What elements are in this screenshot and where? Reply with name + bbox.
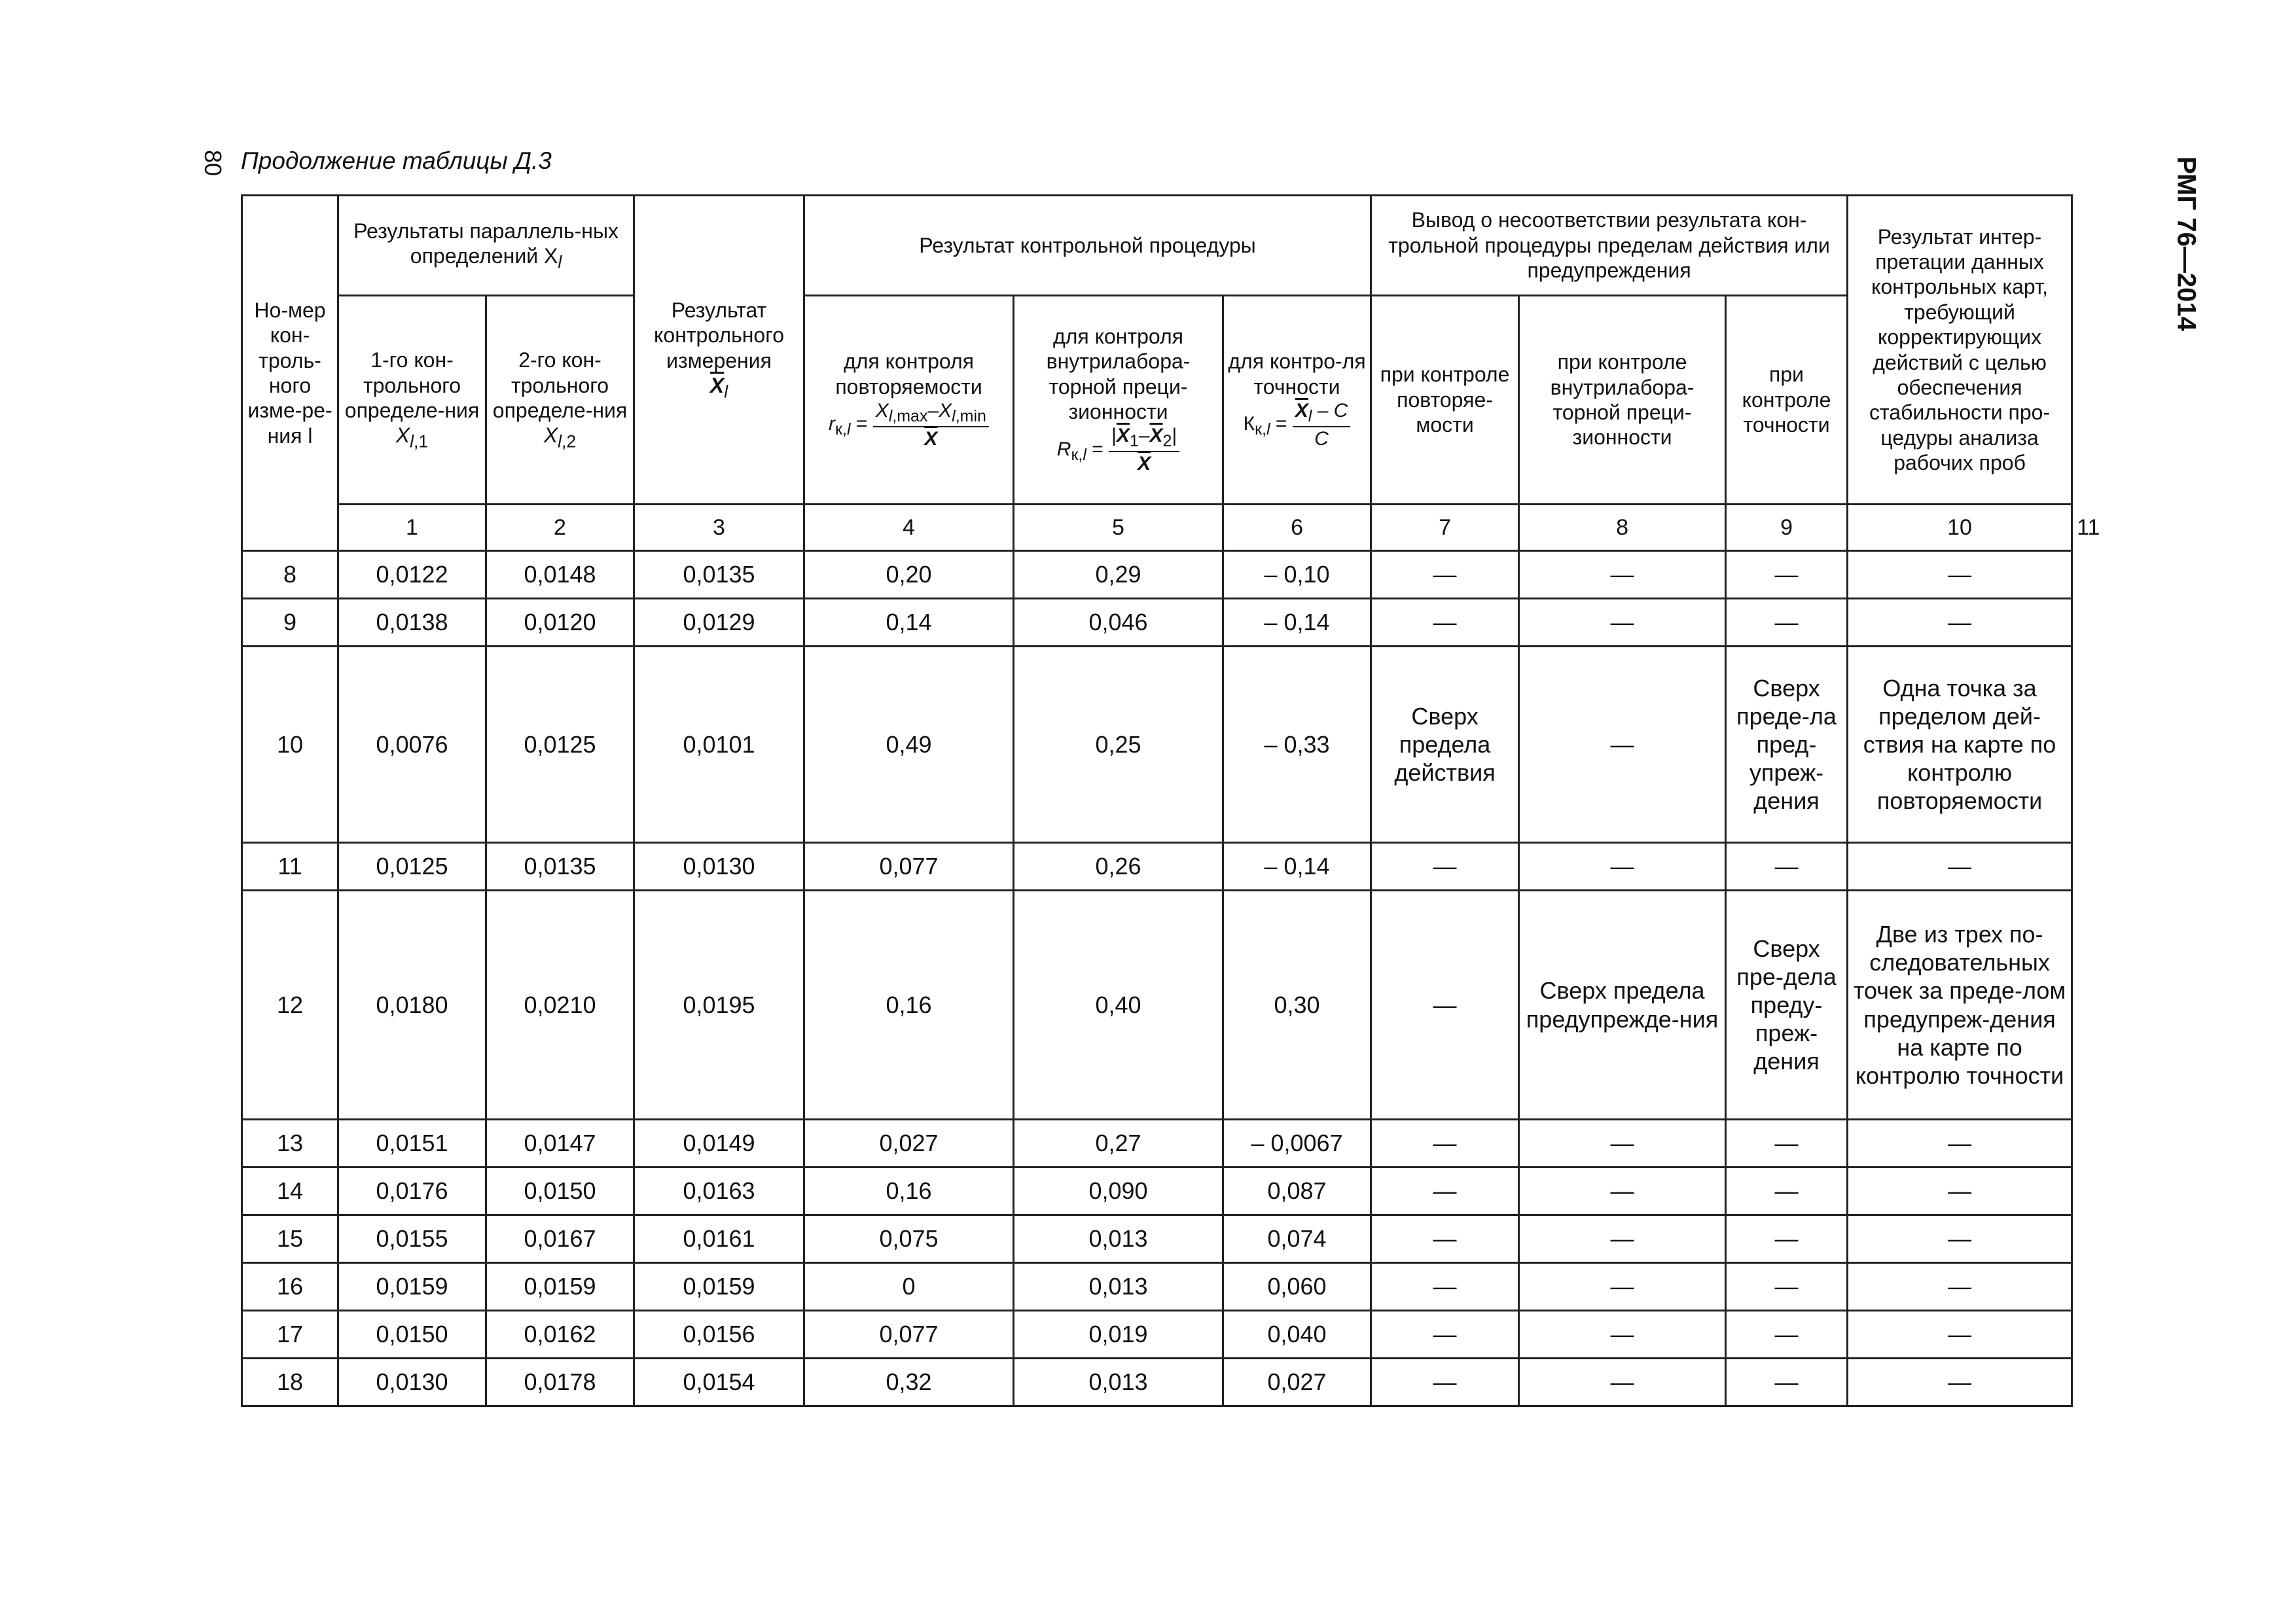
table-cell: — <box>1726 1120 1848 1168</box>
table-cell: 18 <box>242 1359 338 1406</box>
header-conclusion-precision: при контроле внутрилабора-торной преци-зионности <box>1519 296 1726 505</box>
table-cell: 0,0150 <box>338 1311 486 1359</box>
table-cell: 0,0122 <box>338 551 486 599</box>
table-cell: 0,075 <box>804 1215 1014 1263</box>
table-cell: 0,49 <box>804 647 1014 843</box>
table-cell: — <box>1371 599 1519 647</box>
table-cell: – 0,33 <box>1223 647 1371 843</box>
table-caption: Продолжение таблицы Д.3 <box>241 147 552 174</box>
page-number: 80 <box>200 149 226 177</box>
table-row <box>242 599 2072 647</box>
table-cell: – 0,10 <box>1223 551 1371 599</box>
table-cell: — <box>1519 599 1726 647</box>
table-cell: 0,29 <box>1014 551 1223 599</box>
table-cell: — <box>1726 1263 1848 1311</box>
table-cell: 17 <box>242 1311 338 1359</box>
table-cell: Две из трех по-следовательных точек за преде-лом предупреж-дения на карте по контролю точности <box>1848 891 2072 1120</box>
table-cell: 0,0178 <box>486 1359 634 1406</box>
column-number: 8 <box>1519 505 1726 551</box>
table-cell: 0,0130 <box>634 843 804 891</box>
table-cell: — <box>1371 1120 1519 1168</box>
table-cell: 14 <box>242 1168 338 1215</box>
table-cell: — <box>1726 1311 1848 1359</box>
header-parallel-results: Результаты параллель-ных определений $X_l$ <box>338 196 634 296</box>
table-row <box>242 891 2072 1120</box>
table-cell: — <box>1519 1311 1726 1359</box>
header-intralab-precision: для контроля внутрилабора-торной преци-зионности $R_{к,l}$ = $\frac{|\overline{X}_1-\overline{X}_2|}{X}$ <box>1014 296 1223 505</box>
table-cell: 0,0159 <box>338 1263 486 1311</box>
table-row <box>242 1263 2072 1311</box>
table-cell: — <box>1519 1263 1726 1311</box>
table-cell: 0,0150 <box>486 1168 634 1215</box>
table-cell: – 0,0067 <box>1223 1120 1371 1168</box>
header-interpretation: Результат интер-претации данных контрольных карт, требующий корректирующих действий с целью обеспечения стабильности про-цедуры анализа рабочих проб <box>1848 196 2072 505</box>
table-row <box>242 1311 2072 1359</box>
table-cell: 0,046 <box>1014 599 1223 647</box>
table-cell: 11 <box>242 843 338 891</box>
table-cell: — <box>1371 1168 1519 1215</box>
table-cell: 0,0159 <box>634 1263 804 1311</box>
table-cell: — <box>1519 1168 1726 1215</box>
table-cell: 0,0125 <box>486 647 634 843</box>
table-cell: 0,040 <box>1223 1311 1371 1359</box>
table-cell: Сверх предела действия <box>1371 647 1519 843</box>
table-cell: — <box>1726 1359 1848 1406</box>
header-first-determination: 1-го кон-трольного определе-ния $X_{l,1}$ <box>338 296 486 505</box>
table-cell: 0,0147 <box>486 1120 634 1168</box>
table-cell: — <box>1848 1359 2072 1406</box>
table-cell: — <box>1371 551 1519 599</box>
table-cell: 0,077 <box>804 843 1014 891</box>
repeatability-formula: $r_{к,l}$ = $\frac{X_{l,max}-X_{l,min}}{X}$ <box>829 413 989 435</box>
table-cell: — <box>1519 647 1726 843</box>
table-cell: Сверх преде-ла пред-упреж-дения <box>1726 647 1848 843</box>
column-number: 2 <box>486 505 634 551</box>
table-cell: 0,16 <box>804 1168 1014 1215</box>
table-cell: 0 <box>804 1263 1014 1311</box>
table-cell: 0,019 <box>1014 1311 1223 1359</box>
document-code: РМГ 76—2014 <box>2172 156 2201 331</box>
results-table <box>241 194 2100 1407</box>
table-cell: — <box>1848 599 2072 647</box>
table-row <box>242 1168 2072 1215</box>
table-cell: – 0,14 <box>1223 843 1371 891</box>
accuracy-formula: $К_{к,l}$ = $\frac{\overline{X}_l - C}{C}$ <box>1244 413 1351 435</box>
table-cell: 0,013 <box>1014 1359 1223 1406</box>
table-cell: 16 <box>242 1263 338 1311</box>
table-cell: — <box>1371 891 1519 1120</box>
column-number-row: 1 2 3 4 5 6 7 8 9 10 11 <box>242 505 2072 551</box>
table-cell: 0,0156 <box>634 1311 804 1359</box>
table-cell: — <box>1848 1263 2072 1311</box>
table-cell: 0,32 <box>804 1359 1014 1406</box>
table-cell: — <box>1371 1359 1519 1406</box>
header-conclusion-accuracy: при контроле точности <box>1726 296 1848 505</box>
table-cell: 0,30 <box>1223 891 1371 1120</box>
table-cell: — <box>1726 1215 1848 1263</box>
table-cell: — <box>1371 843 1519 891</box>
table-row <box>242 1359 2072 1406</box>
table-cell: 0,0163 <box>634 1168 804 1215</box>
table-cell: — <box>1726 1168 1848 1215</box>
table-cell: 9 <box>242 599 338 647</box>
table-cell: 0,14 <box>804 599 1014 647</box>
table-cell: 0,0180 <box>338 891 486 1120</box>
header-conclusion: Вывод о несоответствии результата кон-трольной процедуры пределам действия или предупреждения <box>1371 196 1848 296</box>
table-row <box>242 647 2072 843</box>
table-cell: 0,40 <box>1014 891 1223 1120</box>
table-cell: — <box>1726 551 1848 599</box>
header-conclusion-repeatability: при контроле повторяе-мости <box>1371 296 1519 505</box>
table-cell: 0,027 <box>1223 1359 1371 1406</box>
column-number: 6 <box>1223 505 1371 551</box>
table-row <box>242 843 2072 891</box>
column-number: 7 <box>1371 505 1519 551</box>
table-cell: 0,0135 <box>486 843 634 891</box>
table-cell: 0,25 <box>1014 647 1223 843</box>
table-cell: 0,0151 <box>338 1120 486 1168</box>
table-cell: — <box>1371 1215 1519 1263</box>
table-cell: 0,087 <box>1223 1168 1371 1215</box>
header-control-measurement: Результат контрольного измерения $\overline{X}_l$ <box>634 196 804 505</box>
table-cell: 0,0138 <box>338 599 486 647</box>
table-cell: 0,013 <box>1014 1263 1223 1311</box>
table-cell: 15 <box>242 1215 338 1263</box>
table-cell: 0,27 <box>1014 1120 1223 1168</box>
table-cell: 0,0076 <box>338 647 486 843</box>
table-cell: — <box>1848 551 2072 599</box>
table-cell: 0,013 <box>1014 1215 1223 1263</box>
table-cell: – 0,14 <box>1223 599 1371 647</box>
table-cell: 0,0125 <box>338 843 486 891</box>
table-cell: 0,090 <box>1014 1168 1223 1215</box>
column-number: 1 <box>338 505 486 551</box>
table-cell: 0,0195 <box>634 891 804 1120</box>
table-cell: — <box>1726 599 1848 647</box>
table-cell: — <box>1371 1263 1519 1311</box>
column-number: 9 <box>1726 505 1848 551</box>
table-cell: — <box>1848 1215 2072 1263</box>
table-cell: 0,074 <box>1223 1215 1371 1263</box>
table-cell: 0,0101 <box>634 647 804 843</box>
column-number: 3 <box>634 505 804 551</box>
table-cell: 0,26 <box>1014 843 1223 891</box>
table-cell: 0,0210 <box>486 891 634 1120</box>
header-second-determination: 2-го кон-трольного определе-ния $X_{l,2}$ <box>486 296 634 505</box>
table-row <box>242 1120 2072 1168</box>
table-cell: — <box>1848 843 2072 891</box>
table-cell: — <box>1519 551 1726 599</box>
table-cell: — <box>1371 1311 1519 1359</box>
table-cell: — <box>1519 843 1726 891</box>
column-number: 4 <box>804 505 1014 551</box>
table-row <box>242 551 2072 599</box>
header-accuracy: для контро-ля точности $К_{к,l}$ = $\frac{\overline{X}_l - C}{C}$ <box>1223 296 1371 505</box>
precision-formula: $R_{к,l}$ = $\frac{|\overline{X}_1-\overline{X}_2|}{X}$ <box>1057 438 1179 460</box>
table-cell: 10 <box>242 647 338 843</box>
column-number: 5 <box>1014 505 1223 551</box>
table-cell: 0,0167 <box>486 1215 634 1263</box>
table-cell: 0,0159 <box>486 1263 634 1311</box>
table-cell: 0,20 <box>804 551 1014 599</box>
header-control-procedure: Результат контрольной процедуры <box>804 196 1371 296</box>
table-cell: 0,077 <box>804 1311 1014 1359</box>
table-cell: — <box>1848 1311 2072 1359</box>
table-cell: — <box>1519 1120 1726 1168</box>
table-cell: 0,0120 <box>486 599 634 647</box>
table-cell: 8 <box>242 551 338 599</box>
table-cell: 0,0148 <box>486 551 634 599</box>
table-cell: 0,0135 <box>634 551 804 599</box>
column-number: 10 <box>1848 505 2072 551</box>
table-cell: 0,060 <box>1223 1263 1371 1311</box>
table-cell: — <box>1519 1215 1726 1263</box>
table-cell: 0,027 <box>804 1120 1014 1168</box>
table-cell: — <box>1848 1168 2072 1215</box>
table-cell: 0,0130 <box>338 1359 486 1406</box>
table-cell: 0,0129 <box>634 599 804 647</box>
table-cell: 12 <box>242 891 338 1120</box>
table-cell: — <box>1726 843 1848 891</box>
table-cell: — <box>1848 1120 2072 1168</box>
table-cell: Сверх предела предупрежде-ния <box>1519 891 1726 1120</box>
table-cell: 0,0149 <box>634 1120 804 1168</box>
header-measurement-number: Но-мер кон-троль-ного изме-ре-ния l <box>242 196 338 551</box>
table-row <box>242 1215 2072 1263</box>
table-cell: Сверх пре-дела преду-преж-дения <box>1726 891 1848 1120</box>
table-cell: 0,0154 <box>634 1359 804 1406</box>
table-cell: — <box>1519 1359 1726 1406</box>
table-cell: Одна точка за пределом дей-ствия на карте по контролю повторяемости <box>1848 647 2072 843</box>
header-repeatability: для контроля повторяемости $r_{к,l}$ = $\frac{X_{l,max}-X_{l,min}}{X}$ <box>804 296 1014 505</box>
table-cell: 0,0155 <box>338 1215 486 1263</box>
table-cell: 0,0162 <box>486 1311 634 1359</box>
table-cell: 0,0161 <box>634 1215 804 1263</box>
table-cell: 0,0176 <box>338 1168 486 1215</box>
table-cell: 13 <box>242 1120 338 1168</box>
table-cell: 0,16 <box>804 891 1014 1120</box>
